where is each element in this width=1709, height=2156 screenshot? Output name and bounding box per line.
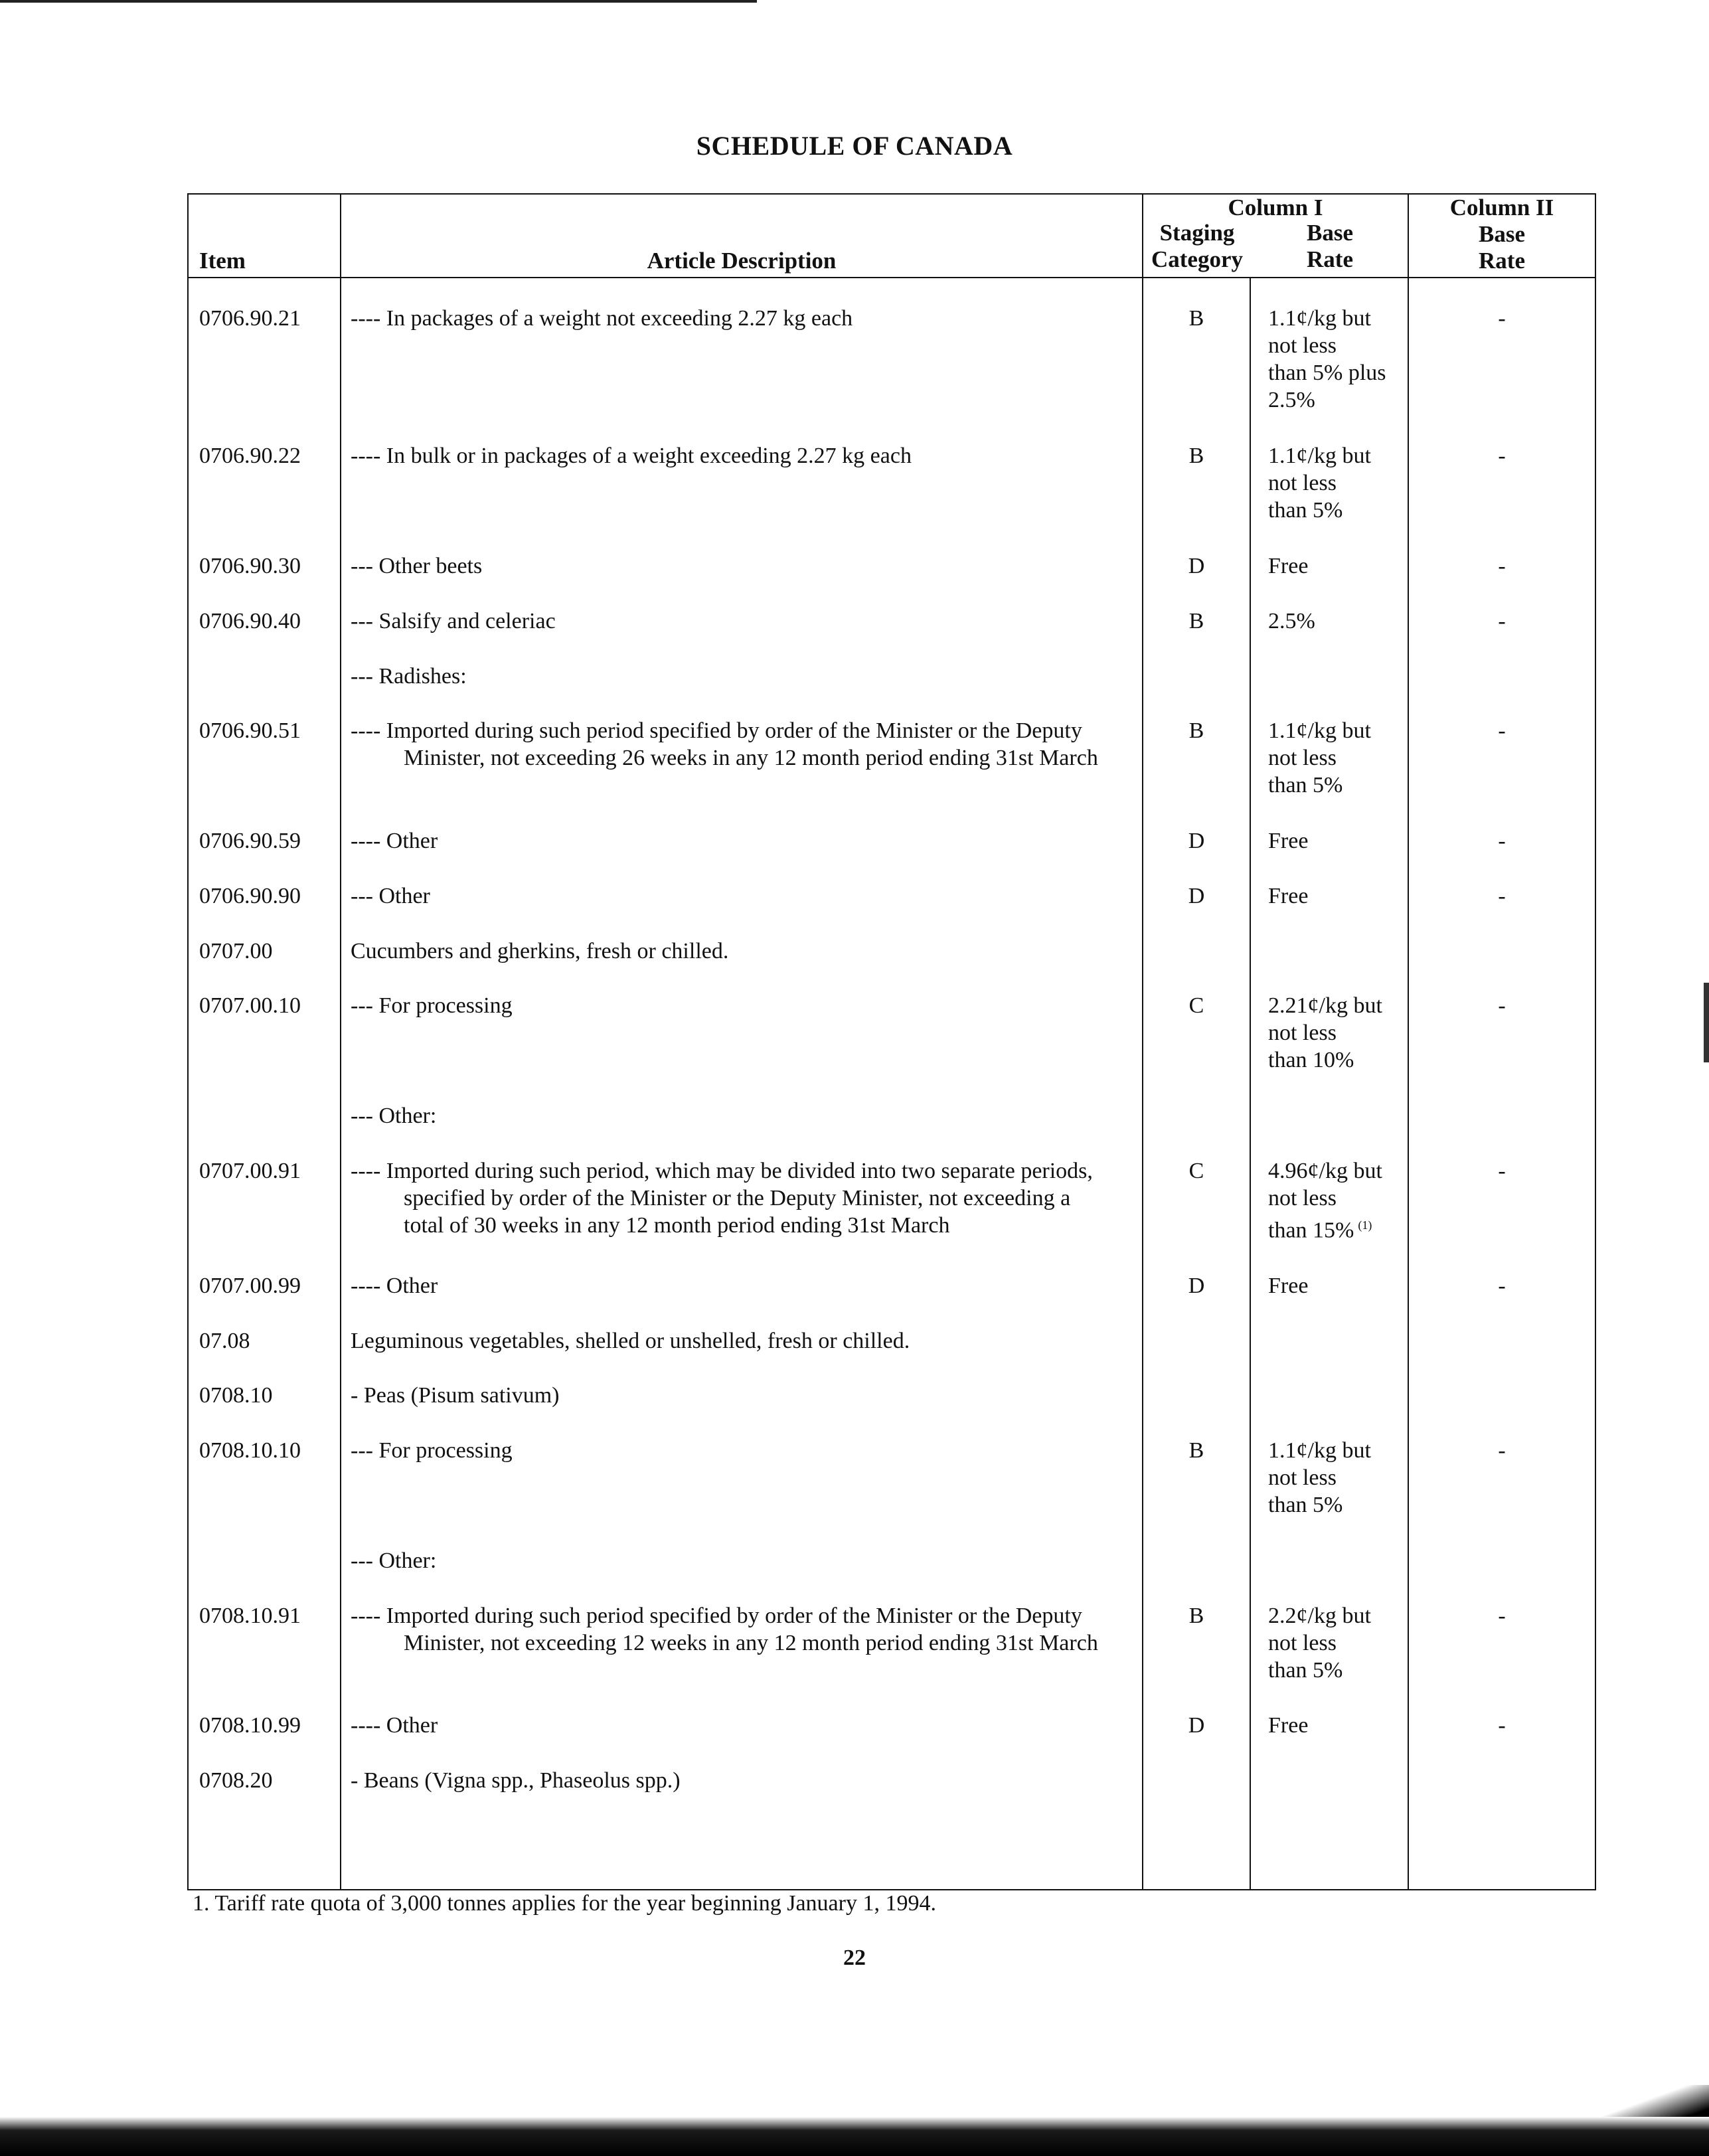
staging-category (1143, 1767, 1250, 1822)
header-column-2: Column II Base Rate (1408, 194, 1595, 278)
article-description (341, 1327, 1143, 1382)
empty-cell (1143, 1822, 1250, 1890)
item-code: 0707.00.91 (188, 1157, 341, 1272)
table-row (188, 1327, 1595, 1382)
base-rate-column-2: - (1408, 442, 1595, 552)
article-description (341, 608, 1143, 663)
base-rate-column-2: - (1408, 1157, 1595, 1272)
staging-category (1143, 1382, 1250, 1437)
item-code: 0706.90.51 (188, 717, 341, 827)
description-text: Cucumbers and gherkins, fresh or chilled. (351, 938, 729, 963)
table-row (188, 1102, 1595, 1157)
article-description (341, 882, 1143, 938)
base-rate-column-2: - (1408, 992, 1595, 1102)
base-rate-column-2: - (1408, 827, 1595, 882)
description-text: --- Radishes: (351, 663, 467, 689)
table-body (188, 278, 1595, 1890)
description-text: --- Other beets (351, 554, 483, 579)
article-description (341, 1102, 1143, 1157)
table-row (188, 882, 1595, 938)
base-rate-column-1 (1250, 938, 1408, 993)
article-description (341, 663, 1143, 718)
page-number: 22 (843, 1946, 866, 1970)
description-text: ---- Imported during such period, which may be divided into two separate periods, specified by order of the Minister or the Deputy Minister, not exceeding a total of 30 weeks in any 12 month period ending 31st March (351, 1158, 1093, 1238)
table-row (188, 442, 1595, 552)
description-text: ---- Imported during such period specified by order of the Minister or the Deputy Minister, not exceeding 26 weeks in any 12 month period ending 31st March (351, 718, 1098, 771)
staging-category (1143, 1327, 1250, 1382)
item-code: 0708.10 (188, 1382, 341, 1437)
empty-cell (1408, 1822, 1595, 1890)
table-row (188, 1767, 1595, 1822)
item-code (188, 1547, 341, 1602)
item-code: 07.08 (188, 1327, 341, 1382)
table-row (188, 663, 1595, 718)
description-text: ---- Imported during such period specified by order of the Minister or the Deputy Minister, not exceeding 12 weeks in any 12 month period ending 31st March (351, 1603, 1098, 1655)
staging-category: B (1143, 1602, 1250, 1712)
base-rate-column-1 (1250, 1102, 1408, 1157)
article-description (341, 1157, 1143, 1272)
table-row (188, 278, 1595, 442)
header-column-1 (1143, 194, 1408, 278)
item-code: 0706.90.40 (188, 608, 341, 663)
header-item: Item (188, 194, 341, 278)
article-description (341, 1437, 1143, 1547)
table-row (188, 1272, 1595, 1327)
description-text: --- Other (351, 883, 430, 908)
base-rate-column-1: 2.2¢/kg but not less than 5% (1250, 1602, 1408, 1712)
base-rate-column-1 (1250, 663, 1408, 718)
footnote: 1. Tariff rate quota of 3,000 tonnes applies for the year beginning January 1, 1994. (193, 1891, 936, 1916)
scan-bottom-band (0, 2117, 1709, 2156)
table-row (188, 1437, 1595, 1547)
description-text: --- For processing (351, 993, 513, 1019)
base-rate-column-2: - (1408, 1272, 1595, 1327)
document-title: SCHEDULE OF CANADA (696, 131, 1013, 161)
staging-category (1143, 663, 1250, 718)
base-rate-column-1: 1.1¢/kg but not less than 5% plus 2.5% (1250, 278, 1408, 442)
item-code (188, 663, 341, 718)
table-row (188, 938, 1595, 993)
base-rate-column-2: - (1408, 1437, 1595, 1547)
base-rate-column-1: Free (1250, 1272, 1408, 1327)
base-rate-column-1: Free (1250, 552, 1408, 608)
article-description (341, 552, 1143, 608)
empty-cell (188, 1822, 341, 1890)
staging-category (1143, 1102, 1250, 1157)
item-code: 0708.10.99 (188, 1712, 341, 1767)
article-description (341, 1712, 1143, 1767)
base-rate-column-1 (1250, 1767, 1408, 1822)
article-description (341, 1382, 1143, 1437)
article-description (341, 1767, 1143, 1822)
description-text: ---- In bulk or in packages of a weight exceeding 2.27 kg each (351, 444, 912, 469)
description-text: --- Salsify and celeriac (351, 608, 556, 633)
staging-category: C (1143, 992, 1250, 1102)
table-row (188, 552, 1595, 608)
staging-category (1143, 938, 1250, 993)
base-rate-column-1 (1250, 1547, 1408, 1602)
base-rate-column-2 (1408, 1767, 1595, 1822)
item-code: 0706.90.22 (188, 442, 341, 552)
base-rate-column-2: - (1408, 882, 1595, 938)
table-row (188, 992, 1595, 1102)
base-rate-column-1 (1250, 1327, 1408, 1382)
article-description (341, 1272, 1143, 1327)
description-text: ---- Other (351, 1713, 438, 1738)
item-code: 0706.90.90 (188, 882, 341, 938)
header-staging-category: Staging Category (1151, 220, 1243, 272)
base-rate-column-1: 1.1¢/kg but not less than 5% (1250, 1437, 1408, 1547)
item-code: 0708.20 (188, 1767, 341, 1822)
description-text: - Beans (Vigna spp., Phaseolus spp.) (351, 1768, 681, 1793)
base-rate-column-2 (1408, 663, 1595, 718)
staging-category: D (1143, 882, 1250, 938)
table-row (188, 717, 1595, 827)
footnote-marker: (1) (1358, 1218, 1372, 1232)
article-description (341, 1602, 1143, 1712)
item-code: 0707.00 (188, 938, 341, 993)
base-rate-column-1: 2.21¢/kg but not less than 10% (1250, 992, 1408, 1102)
base-rate-column-2 (1408, 938, 1595, 993)
header-article-description: Article Description (341, 194, 1143, 278)
table-row (188, 1602, 1595, 1712)
staging-category: D (1143, 552, 1250, 608)
base-rate-column-2: - (1408, 552, 1595, 608)
item-code: 0706.90.21 (188, 278, 341, 442)
article-description (341, 278, 1143, 442)
base-rate-column-1 (1250, 1382, 1408, 1437)
staging-category: B (1143, 278, 1250, 442)
base-rate-column-1: Free (1250, 882, 1408, 938)
empty-cell (341, 1822, 1143, 1890)
scan-right-edge-mark (1704, 983, 1709, 1062)
table-row (188, 608, 1595, 663)
item-code: 0707.00.10 (188, 992, 341, 1102)
staging-category: B (1143, 717, 1250, 827)
article-description (341, 717, 1143, 827)
base-rate-column-2: - (1408, 1602, 1595, 1712)
staging-category: D (1143, 1712, 1250, 1767)
article-description (341, 442, 1143, 552)
base-rate-column-2: - (1408, 278, 1595, 442)
base-rate-column-2: - (1408, 608, 1595, 663)
base-rate-column-2 (1408, 1382, 1595, 1437)
item-code: 0706.90.59 (188, 827, 341, 882)
empty-cell (1250, 1822, 1408, 1890)
staging-category: D (1143, 827, 1250, 882)
description-text: --- Other: (351, 1548, 437, 1573)
base-rate-column-1: 1.1¢/kg but not less than 5% (1250, 717, 1408, 827)
base-rate-column-2: - (1408, 1712, 1595, 1767)
base-rate-column-1: Free (1250, 827, 1408, 882)
table-end-spacer (188, 1822, 1595, 1890)
article-description (341, 1547, 1143, 1602)
staging-category: B (1143, 442, 1250, 552)
header-column-1-title: Column I (1228, 195, 1323, 220)
base-rate-column-2 (1408, 1327, 1595, 1382)
table-row (188, 1382, 1595, 1437)
schedule-table (187, 193, 1596, 1890)
base-rate-column-1: 1.1¢/kg but not less than 5% (1250, 442, 1408, 552)
description-text: --- Other: (351, 1104, 437, 1129)
base-rate-column-1: Free (1250, 1712, 1408, 1767)
article-description (341, 938, 1143, 993)
table-row (188, 1712, 1595, 1767)
scan-top-edge-line (0, 0, 757, 3)
staging-category: D (1143, 1272, 1250, 1327)
rate-text: 4.96¢/kg but not less than 15% (1268, 1158, 1382, 1243)
description-text: ---- In packages of a weight not exceeding 2.27 kg each (351, 306, 853, 331)
description-text: ---- Other (351, 1273, 438, 1298)
table-row (188, 1157, 1595, 1272)
description-text: --- For processing (351, 1438, 513, 1463)
description-text: ---- Other (351, 829, 438, 854)
item-code: 0706.90.30 (188, 552, 341, 608)
item-code: 0708.10.10 (188, 1437, 341, 1547)
article-description (341, 827, 1143, 882)
item-code (188, 1102, 341, 1157)
item-code: 0708.10.91 (188, 1602, 341, 1712)
table-row (188, 1547, 1595, 1602)
description-text: - Peas (Pisum sativum) (351, 1383, 560, 1408)
table-row (188, 827, 1595, 882)
item-code: 0707.00.99 (188, 1272, 341, 1327)
base-rate-column-1: 2.5% (1250, 608, 1408, 663)
base-rate-column-2 (1408, 1547, 1595, 1602)
base-rate-column-2 (1408, 1102, 1595, 1157)
base-rate-column-1 (1250, 1157, 1408, 1272)
staging-category: B (1143, 608, 1250, 663)
header-base-rate-1: Base Rate (1307, 220, 1353, 272)
article-description (341, 992, 1143, 1102)
description-text: Leguminous vegetables, shelled or unshelled, fresh or chilled. (351, 1328, 910, 1353)
staging-category (1143, 1547, 1250, 1602)
staging-category: C (1143, 1157, 1250, 1272)
staging-category: B (1143, 1437, 1250, 1547)
base-rate-column-2: - (1408, 717, 1595, 827)
